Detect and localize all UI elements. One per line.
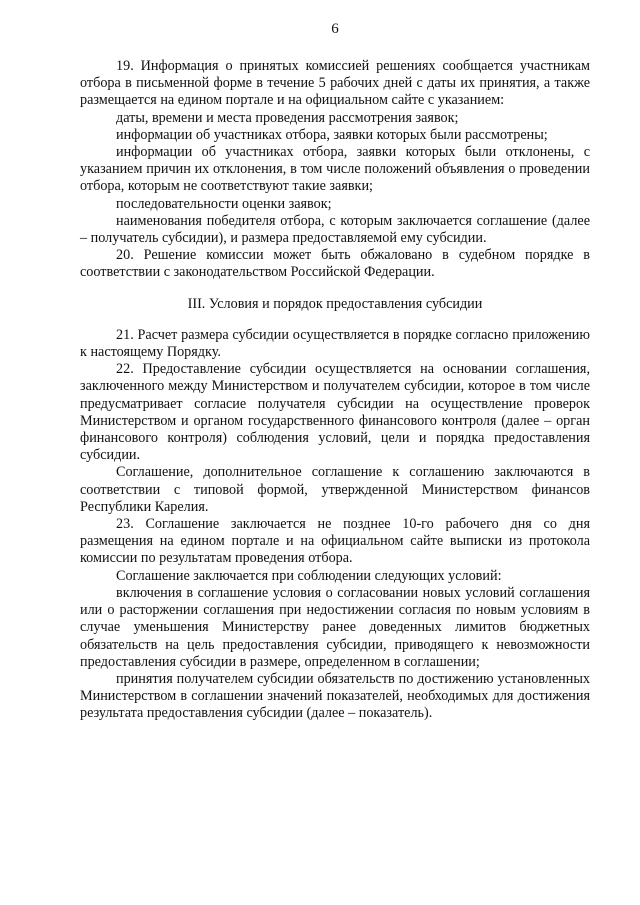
list-item: наименования победителя отбора, с которым заключается соглашение (далее – получатель субсидии), и размера предоставляемой ему субсидии. bbox=[80, 212, 590, 247]
list-item: принятия получателем субсидии обязательств по достижению установленных Министерством в соглашении значений показателей, необходимых для достижения результата предоставления субсидии (далее – показатель). bbox=[80, 670, 590, 722]
document-body bbox=[80, 58, 590, 723]
section-heading: III. Условия и порядок предоставления субсидии bbox=[187, 295, 483, 312]
list-item: даты, времени и места проведения рассмотрения заявок; bbox=[116, 109, 459, 126]
list-item: включения в соглашение условия о согласовании новых условий соглашения или о расторжении соглашения при недостижении согласия по новым условиям в случае уменьшения Министерству ранее доведенных лимитов бюджетных обязательств на цель предоставления субсидии, приводящего к невозможности предоставления субсидии в размере, определенном в соглашении; bbox=[80, 584, 590, 670]
paragraph: 20. Решение комиссии может быть обжаловано в судебном порядке в соответствии с законодательством Российской Федерации. bbox=[80, 247, 590, 281]
paragraph: 21. Расчет размера субсидии осуществляется в порядке согласно приложению к настоящему Порядку. bbox=[80, 326, 590, 361]
paragraph: Соглашение, дополнительное соглашение к соглашению заключаются в соответствии с типовой формой, утвержденной Министерством финансов Республики Карелия. bbox=[80, 464, 590, 515]
page-number: 6 bbox=[331, 21, 339, 37]
paragraph: Соглашение заключается при соблюдении следующих условий: bbox=[116, 567, 502, 584]
list-item: информации об участниках отбора, заявки которых были рассмотрены; bbox=[116, 126, 548, 143]
paragraph: 23. Соглашение заключается не позднее 10-го рабочего дня со дня размещения на едином портале и на официальном сайте выписки из протокола комиссии по результатам проведения отбора. bbox=[80, 516, 590, 567]
paragraph: 22. Предоставление субсидии осуществляется на основании соглашения, заключенного между Министерством и получателем субсидии, которое в том числе предусматривает согласие получателя субсидии на осуществление проверок Министерством и органом государственного финансового контроля (далее – орган финансового контроля) соблюдения условий, цели и порядка предоставления субсидии. bbox=[80, 361, 590, 464]
list-item: последовательности оценки заявок; bbox=[116, 195, 332, 212]
list-item: информации об участниках отбора, заявки которых были отклонены, с указанием причин их отклонения, в том числе положений объявления о проведении отбора, которым не соответствуют такие заявки; bbox=[80, 144, 590, 195]
paragraph: 19. Информация о принятых комиссией решениях сообщается участникам отбора в письменной форме в течение 5 рабочих дней с даты их принятия, а также размещается на едином портале и на официальном сайте с указанием: bbox=[80, 58, 590, 109]
